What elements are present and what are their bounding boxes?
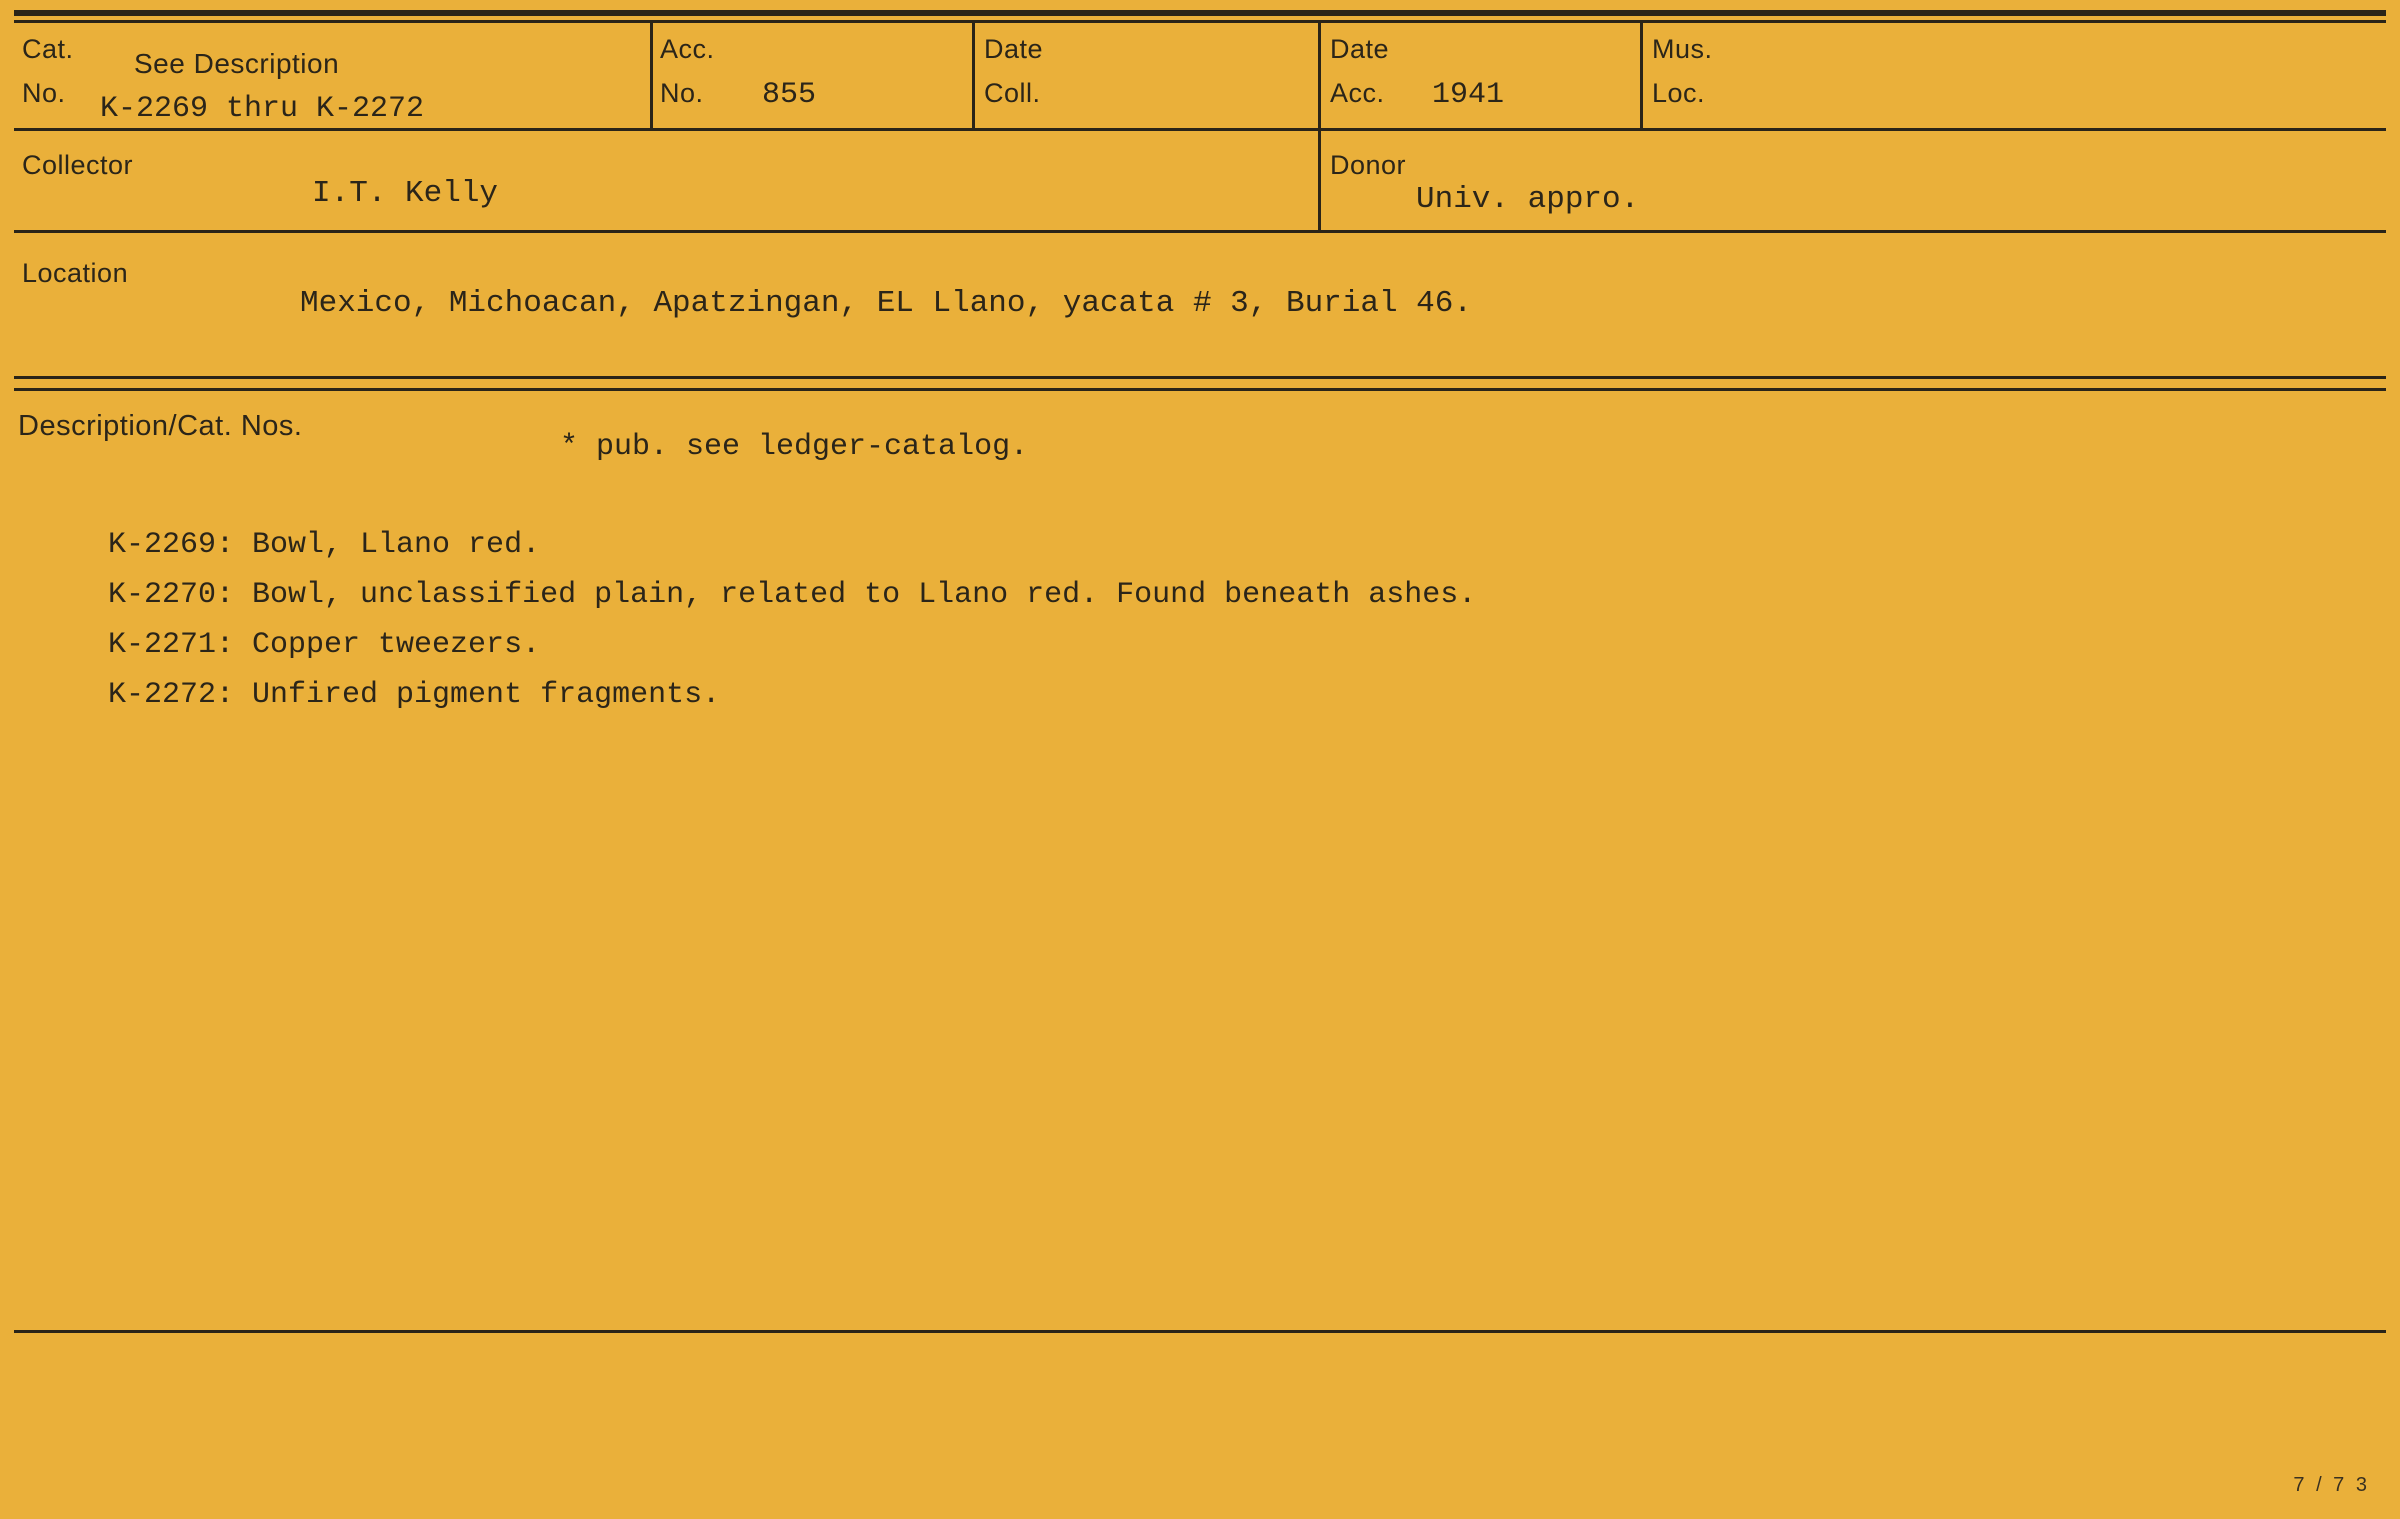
collector-label: Collector bbox=[22, 150, 134, 180]
header-row-divider bbox=[14, 128, 2386, 131]
description-entry-3: K-2272: Unfired pigment fragments. bbox=[108, 678, 721, 712]
date-coll-label-line2: Coll. bbox=[984, 78, 1041, 108]
acc-no-value: 855 bbox=[762, 78, 817, 112]
description-entry-2: K-2271: Copper tweezers. bbox=[108, 628, 541, 662]
cat-no-value: K-2269 thru K-2272 bbox=[100, 92, 425, 126]
acc-no-label-line1: Acc. bbox=[660, 34, 715, 64]
cat-no-label-line2: No. bbox=[22, 78, 66, 108]
description-entry-1: K-2270: Bowl, unclassified plain, related to Llano red. Found beneath ashes. bbox=[108, 578, 1477, 612]
location-row-divider-2 bbox=[14, 388, 2386, 391]
header-sep-acc bbox=[650, 23, 653, 128]
cat-no-hint: See Description bbox=[134, 48, 340, 79]
date-acc-value: 1941 bbox=[1432, 78, 1505, 112]
date-coll-label-line1: Date bbox=[984, 34, 1044, 64]
header-sep-mus-loc bbox=[1640, 23, 1643, 128]
header-sep-date-acc bbox=[1318, 23, 1321, 230]
acc-no-label-line2: No. bbox=[660, 78, 704, 108]
location-row-divider bbox=[14, 376, 2386, 379]
donor-label: Donor bbox=[1330, 150, 1407, 180]
mus-loc-label-line2: Loc. bbox=[1652, 78, 1706, 108]
mus-loc-label-line1: Mus. bbox=[1652, 34, 1713, 64]
collector-row-divider bbox=[14, 230, 2386, 233]
bottom-divider bbox=[14, 1330, 2386, 1333]
date-acc-label-line1: Date bbox=[1330, 34, 1390, 64]
collector-value: I.T. Kelly bbox=[312, 176, 499, 211]
page-reference: 7 / 7 3 bbox=[2293, 1474, 2370, 1496]
top-border-rule-secondary bbox=[14, 20, 2386, 23]
top-border-rule bbox=[14, 10, 2386, 16]
date-acc-label-line2: Acc. bbox=[1330, 78, 1385, 108]
header-sep-date-coll bbox=[972, 23, 975, 128]
donor-value: Univ. appro. bbox=[1416, 182, 1640, 217]
description-note: * pub. see ledger-catalog. bbox=[560, 430, 1029, 464]
location-value: Mexico, Michoacan, Apatzingan, EL Llano, yacata # 3, Burial 46. bbox=[300, 286, 1472, 321]
location-label: Location bbox=[22, 258, 129, 288]
description-label: Description/Cat. Nos. bbox=[18, 410, 303, 442]
cat-no-label-line1: Cat. bbox=[22, 34, 74, 64]
description-entry-0: K-2269: Bowl, Llano red. bbox=[108, 528, 541, 562]
